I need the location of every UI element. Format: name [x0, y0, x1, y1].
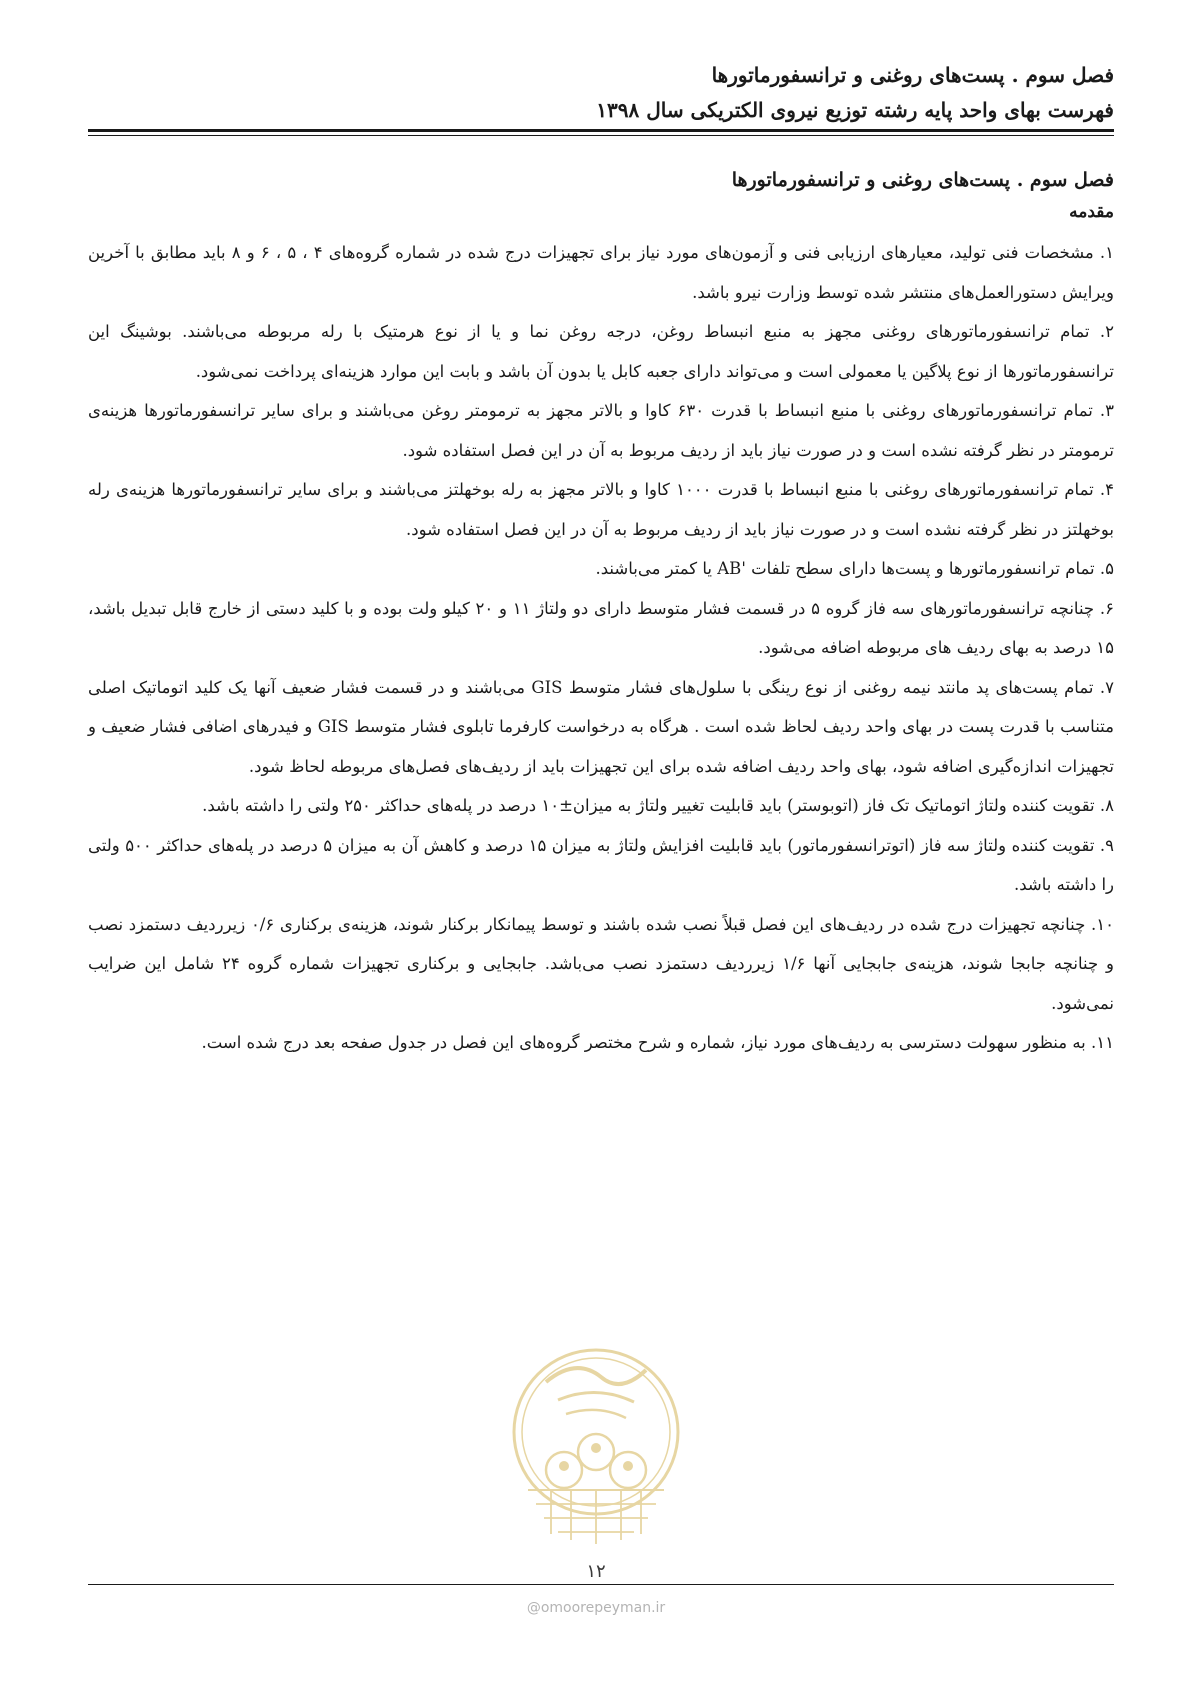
- paragraph-7: ۷. تمام پست‌های پد مانتد نیمه روغنی از نوع رینگی با سلول‌های فشار متوسط GIS می‌باشند و در قسمت فشار ضعیف آنها یک کلید اتوماتیک اصلی متناسب با قدرت پست در بهای واحد ردیف لحاظ شده است . هرگاه به درخواست کارفرما تابلوی فشار متوسط GIS و فیدرهای اضافی فشار ضعیف و تجهیزات اندازه‌گیری اضافه شود، بهای واحد ردیف اضافه شده برای این تجهیزات باید از ردیف‌های فصل‌های مربوطه لحاظ شود.: [88, 677, 1114, 776]
- header-divider-thick: [88, 129, 1114, 132]
- paragraph-1: ۱. مشخصات فنی تولید، معیارهای ارزیابی فنی و آزمون‌های مورد نیاز برای تجهیزات درج شده در شماره گروه‌های ۴ ، ۵ ، ۶ و ۸ باید مطابق با آخرین ویرایش دستورالعمل‌های منتشر شده توسط وزارت نیرو باشد.: [88, 243, 1114, 302]
- paragraph-6: ۶. چنانچه ترانسفورماتورهای سه فاز گروه ۵ در قسمت فشار متوسط دارای دو ولتاژ ۱۱ و ۲۰ کیلو ولت بوده و با کلید دستی از خارج قابل تبدیل باشد، ۱۵ درصد به بهای ردیف های مربوطه اضافه می‌شود.: [88, 598, 1114, 657]
- section-subtitle: مقدمه: [1069, 202, 1114, 222]
- document-body: [88, 163, 1114, 1063]
- paragraph-9: ۹. تقویت کننده ولتاژ سه فاز (اتوترانسفورماتور) باید قابلیت افزایش ولتاژ به میزان ۱۵ درصد و کاهش آن به میزان ۵ درصد در پله‌های حداکثر ۵۰۰ ولتی را داشته باشد.: [88, 835, 1114, 894]
- header-chapter-title: فصل سوم . پست‌های روغنی و ترانسفورماتورها: [711, 63, 1114, 87]
- header-document-title: فهرست بهای واحد پایه رشته توزیع نیروی الکتریکی سال ۱۳۹۸: [596, 98, 1114, 122]
- paragraph-10: ۱۰. چنانچه تجهیزات درج شده در ردیف‌های این فصل قبلاً نصب شده باشند و توسط پیمانکار برکنار شوند، هزینه‌ی برکناری ۰/۶ زیرردیف دستمزد نصب و چنانچه جابجا شوند، هزینه‌ی جابجایی آنها ۱/۶ زیرردیف دستمزد نصب می‌باشد. جابجایی و برکناری تجهیزات شماره گروه ۲۴ شامل این ضرایب نمی‌شود.: [88, 914, 1115, 1013]
- section-title: فصل سوم . پست‌های روغنی و ترانسفورماتورها: [731, 169, 1114, 191]
- paragraph-11: ۱۱. به منظور سهولت دسترسی به ردیف‌های مورد نیاز، شماره و شرح مختصر گروه‌های این فصل در جدول صفحه بعد درج شده است.: [201, 1033, 1114, 1052]
- watermark-logo: [506, 1322, 686, 1562]
- paragraph-5: ۵. تمام ترانسفورماتورها و پست‌ها دارای سطح تلفات 'AB یا کمتر می‌باشند.: [595, 559, 1114, 578]
- header-divider-thin: [88, 135, 1114, 136]
- page-number: ۱۲: [586, 1561, 606, 1582]
- paragraph-8: ۸. تقویت کننده ولتاژ اتوماتیک تک فاز (اتوبوستر) باید قابلیت تغییر ولتاژ به میزان±۱۰ درصد در پله‌های حداکثر ۲۵۰ ولتی را داشته باشد.: [202, 796, 1114, 815]
- paragraph-4: ۴. تمام ترانسفورماتورهای روغنی با منبع انبساط با قدرت ۱۰۰۰ کاوا و بالاتر مجهز به رله بوخهلتز می‌باشند و برای سایر ترانسفورماتورها هزینه‌ی رله بوخهلتز در نظر گرفته نشده است و در صورت نیاز باید از ردیف مربوط به آن در این فصل استفاده شود.: [88, 480, 1114, 539]
- paragraph-3: ۳. تمام ترانسفورماتورهای روغنی با منبع انبساط با قدرت ۶۳۰ کاوا و بالاتر مجهز به ترمومتر روغن می‌باشند و برای سایر ترانسفورماتورها هزینه‌ی ترمومتر در نظر گرفته نشده است و در صورت نیاز باید از ردیف مربوط به آن در این فصل استفاده شود.: [88, 401, 1114, 460]
- watermark-url: @omoorepeyman.ir: [526, 1600, 666, 1616]
- paragraph-2: ۲. تمام ترانسفورماتورهای روغنی مجهز به منبع انبساط روغن، درجه روغن نما و یا از نوع هرمتیک با رله مربوطه می‌باشند. بوشینگ این ترانسفورماتورها از نوع پلاگین یا معمولی است و می‌تواند دارای جعبه کابل یا بدون آن باشد و بابت این موارد هزینه‌ای پرداخت نمی‌شود.: [88, 322, 1114, 381]
- footer-divider: [88, 1584, 1114, 1585]
- page-header: [88, 58, 1114, 128]
